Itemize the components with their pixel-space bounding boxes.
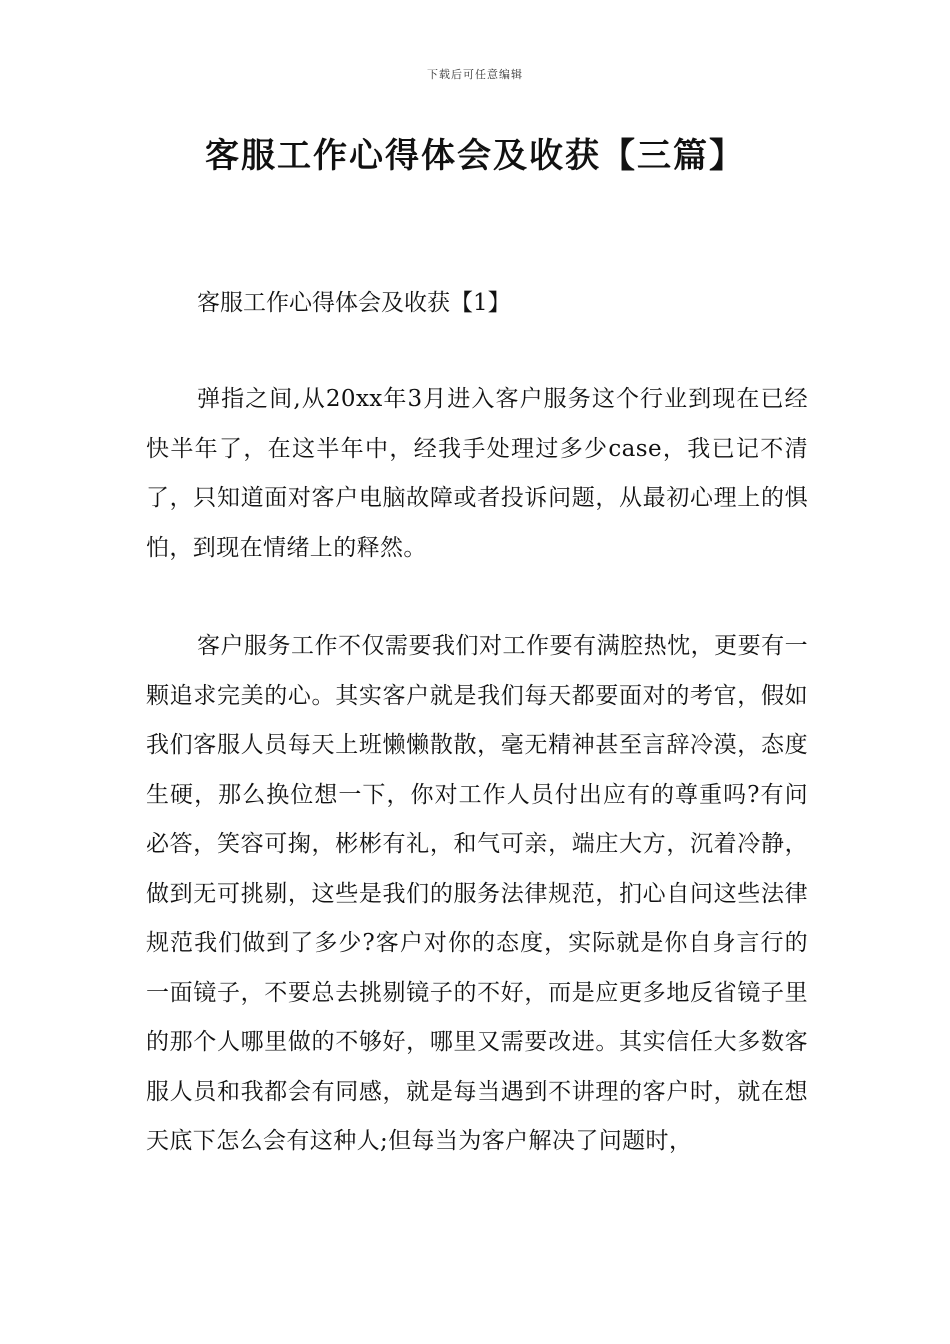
header-note: 下载后可任意编辑 [427, 68, 523, 81]
body-paragraph-2: 客户服务工作不仅需要我们对工作要有满腔热忱，更要有一颗追求完美的心。其实客户就是我们每天都要面对的考官，假如我们客服人员每天上班懒懒散散，毫无精神甚至言辞冷漠，态度生硬，那么换位想一下，你对工作人员付出应有的尊重吗?有问必答，笑容可掬，彬彬有礼，和气可亲，端庄大方，沉着冷静，做到无可挑剔，这些是我们的服务法律规范，扪心自问这些法律规范我们做到了多少?客户对你的态度，实际就是你自身言行的一面镜子，不要总去挑剔镜子的不好，而是应更多地反省镜子里的那个人哪里做的不够好，哪里又需要改进。其实信任大多数客服人员和我都会有同感，就是每当遇到不讲理的客户时，就在想天底下怎么会有这种人;但每当为客户解决了问题时， [146, 633, 808, 1154]
body-paragraph-1: 弹指之间,从20xx年3月进入客户服务这个行业到现在已经快半年了，在这半年中，经我手处理过多少case，我已记不清了，只知道面对客户电脑故障或者投诉问题，从最初心理上的惧怕，到现在情绪上的释然。 [146, 386, 808, 561]
document-title: 客服工作心得体会及收获【三篇】 [205, 136, 745, 176]
section-heading: 客服工作心得体会及收获【1】 [197, 290, 511, 316]
